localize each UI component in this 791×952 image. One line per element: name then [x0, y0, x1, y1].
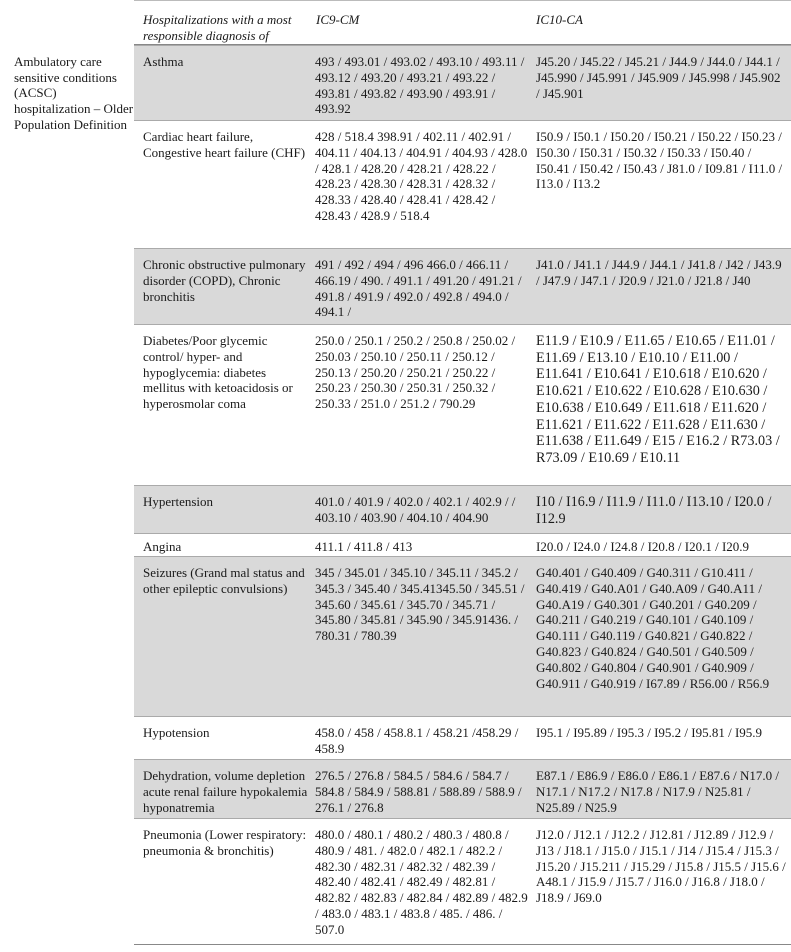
icd9-cell: 458.0 / 458 / 458.8.1 / 458.21 /458.29 / 458.9 — [315, 725, 519, 756]
table-row — [134, 485, 791, 533]
condition-cell: Hypotension — [143, 725, 210, 740]
table-row — [134, 716, 791, 759]
icd10-cell: I50.9 / I50.1 / I50.20 / I50.21 / I50.22 / I50.23 / I50.30 / I50.31 / I50.32 / I50.33 / I50.40 / I50.41 / I50.42 / I50.43 / J81.0 / I09.81 / I11.0 / I13.0 / I13.2 — [536, 129, 783, 192]
header-condition: Hospitalizations with a most responsible diagnosis of — [143, 12, 292, 43]
icd10-cell: J41.0 / J41.1 / J44.9 / J44.1 / J41.8 / J42 / J43.9 / J47.9 / J47.1 / J20.9 / J21.0 / J21.8 / J40 — [536, 257, 782, 288]
icd9-cell: 345 / 345.01 / 345.10 / 345.11 / 345.2 / 345.3 / 345.40 / 345.41345.50 / 345.51 / 345.60 / 345.61 / 345.70 / 345.71 / 345.80 / 345.81 / 345.90 / 345.91436. / 780.31 / 780.39 — [315, 565, 525, 644]
condition-cell: Chronic obstructive pulmonary disorder (COPD), Chronic bronchitis — [143, 257, 306, 304]
icd10-cell: E11.9 / E10.9 / E11.65 / E10.65 / E11.01 / E11.69 / E13.10 / E10.10 / E11.00 / E11.641 / E10.641 / E10.618 / E10.620 / E10.621 / E10.622 / E10.628 / E10.630 / E10.638 / E10.649 / E11.618 / E11.620 / E11.621 / E11.622 / E11.628 / E11.630 / E11.638 / E11.649 / E15 / E16.2 / R73.03 / R73.09 / E10.69 / E10.11 — [536, 333, 780, 466]
condition-cell: Cardiac heart failure, Congestive heart failure (CHF) — [143, 129, 306, 160]
condition-cell: Seizures (Grand mal status and other epileptic convulsions) — [143, 565, 305, 596]
icd9-cell: 493 / 493.01 / 493.02 / 493.10 / 493.11 / 493.12 / 493.20 / 493.21 / 493.22 / 493.81 / 493.82 / 493.90 / 493.91 / 493.92 — [315, 54, 525, 117]
condition-cell: Diabetes/Poor glycemic control/ hyper- and hypoglycemia: diabetes mellitus with ketoacidosis or hyperosmolar coma — [143, 333, 293, 412]
icd10-cell: J12.0 / J12.1 / J12.2 / J12.81 / J12.89 / J12.9 / J13 / J18.1 / J15.0 / J15.1 / J14 / J15.4 / J15.3 / J15.20 / J15.211 / J15.29 / J15.8 / J15.5 / J15.6 / A48.1 / J15.9 / J15.7 / J16.0 / J16.8 / J18.0 / J18.9 / J69.0 — [536, 827, 786, 906]
header-icd10: IC10-CA — [536, 12, 583, 27]
icd9-cell: 491 / 492 / 494 / 496 466.0 / 466.11 / 466.19 / 490. / 491.1 / 491.20 / 491.21 / 491.8 / 491.9 / 492.0 / 492.8 / 494.0 / 494.1 / — [315, 257, 522, 320]
icd9-cell: 480.0 / 480.1 / 480.2 / 480.3 / 480.8 / 480.9 / 481. / 482.0 / 482.1 / 482.2 / 482.30 / 482.31 / 482.32 / 482.39 / 482.40 / 482.41 / 482.49 / 482.81 / 482.82 / 482.83 / 482.84 / 482.89 / 482.9 / 483.0 / 483.1 / 483.8 / 485. / 486. / 507.0 — [315, 827, 528, 937]
table-row — [134, 556, 791, 716]
header-icd9: IC9-CM — [316, 12, 360, 27]
top-rule — [134, 0, 791, 1]
icd9-cell: 411.1 / 411.8 / 413 — [315, 539, 413, 554]
condition-cell: Pneumonia (Lower respiratory: pneumonia & bronchitis) — [143, 827, 307, 858]
bottom-rule — [134, 944, 791, 945]
condition-cell: Asthma — [143, 54, 184, 69]
table-row — [134, 45, 791, 120]
icd9-cell: 250.0 / 250.1 / 250.2 / 250.8 / 250.02 / 250.03 / 250.10 / 250.11 / 250.12 / 250.13 / 250.20 / 250.21 / 250.22 / 250.23 / 250.30 / 250.31 / 250.32 / 250.33 / 251.0 / 251.2 / 790.29 — [315, 333, 516, 412]
table-row — [134, 533, 791, 556]
table-header — [0, 0, 791, 46]
group-label: Ambulatory care sensitive conditions (ACSC) hospitalization – Older Population Definition — [14, 54, 134, 132]
table-row — [134, 818, 791, 945]
icd10-cell: E87.1 / E86.9 / E86.0 / E86.1 / E87.6 / N17.0 / N17.1 / N17.2 / N17.8 / N17.9 / N25.81 / N25.89 / N25.9 — [536, 768, 780, 815]
table-row — [134, 324, 791, 485]
icd10-cell: G40.401 / G40.409 / G40.311 / G10.411 / G40.419 / G40.A01 / G40.A09 / G40.A11 / G40.A19 / G40.301 / G40.201 / G40.209 / G40.211 / G40.219 / G40.101 / G40.109 / G40.111 / G40.119 / G40.821 / G40.822 / G40.823 / G40.824 / G40.501 / G40.509 / G40.802 / G40.804 / G40.901 / G40.909 / G40.911 / G40.919 / I67.89 / R56.00 / R56.9 — [536, 565, 770, 691]
table-row — [134, 248, 791, 324]
icd9-cell: 428 / 518.4 398.91 / 402.11 / 402.91 / 404.11 / 404.13 / 404.91 / 404.93 / 428.0 / 428.1 / 428.20 / 428.21 / 428.22 / 428.23 / 428.30 / 428.31 / 428.32 / 428.33 / 428.40 / 428.41 / 428.42 / 428.43 / 428.9 / 518.4 — [315, 129, 528, 223]
icd10-cell: J45.20 / J45.22 / J45.21 / J44.9 / J44.0 / J44.1 / J45.990 / J45.991 / J45.909 / J45.998 / J45.902 / J45.901 — [536, 54, 781, 101]
icd10-cell: I20.0 / I24.0 / I24.8 / I20.8 / I20.1 / I20.9 — [536, 539, 750, 554]
condition-cell: Angina — [143, 539, 182, 554]
icd9-cell: 276.5 / 276.8 / 584.5 / 584.6 / 584.7 / 584.8 / 584.9 / 588.81 / 588.89 / 588.9 / 276.1 / 276.8 — [315, 768, 522, 815]
icd9-cell: 401.0 / 401.9 / 402.0 / 402.1 / 402.9 / / 403.10 / 403.90 / 404.10 / 404.90 — [315, 494, 516, 525]
icd10-cell: I95.1 / I95.89 / I95.3 / I95.2 / I95.81 / I95.9 — [536, 725, 763, 740]
condition-cell: Dehydration, volume depletion acute renal failure hypokalemia hyponatremia — [143, 768, 308, 815]
condition-cell: Hypertension — [143, 494, 214, 509]
table-row — [134, 759, 791, 818]
icd10-cell: I10 / I16.9 / I11.9 / I11.0 / I13.10 / I20.0 / I12.9 — [536, 494, 772, 527]
table-row — [134, 120, 791, 248]
